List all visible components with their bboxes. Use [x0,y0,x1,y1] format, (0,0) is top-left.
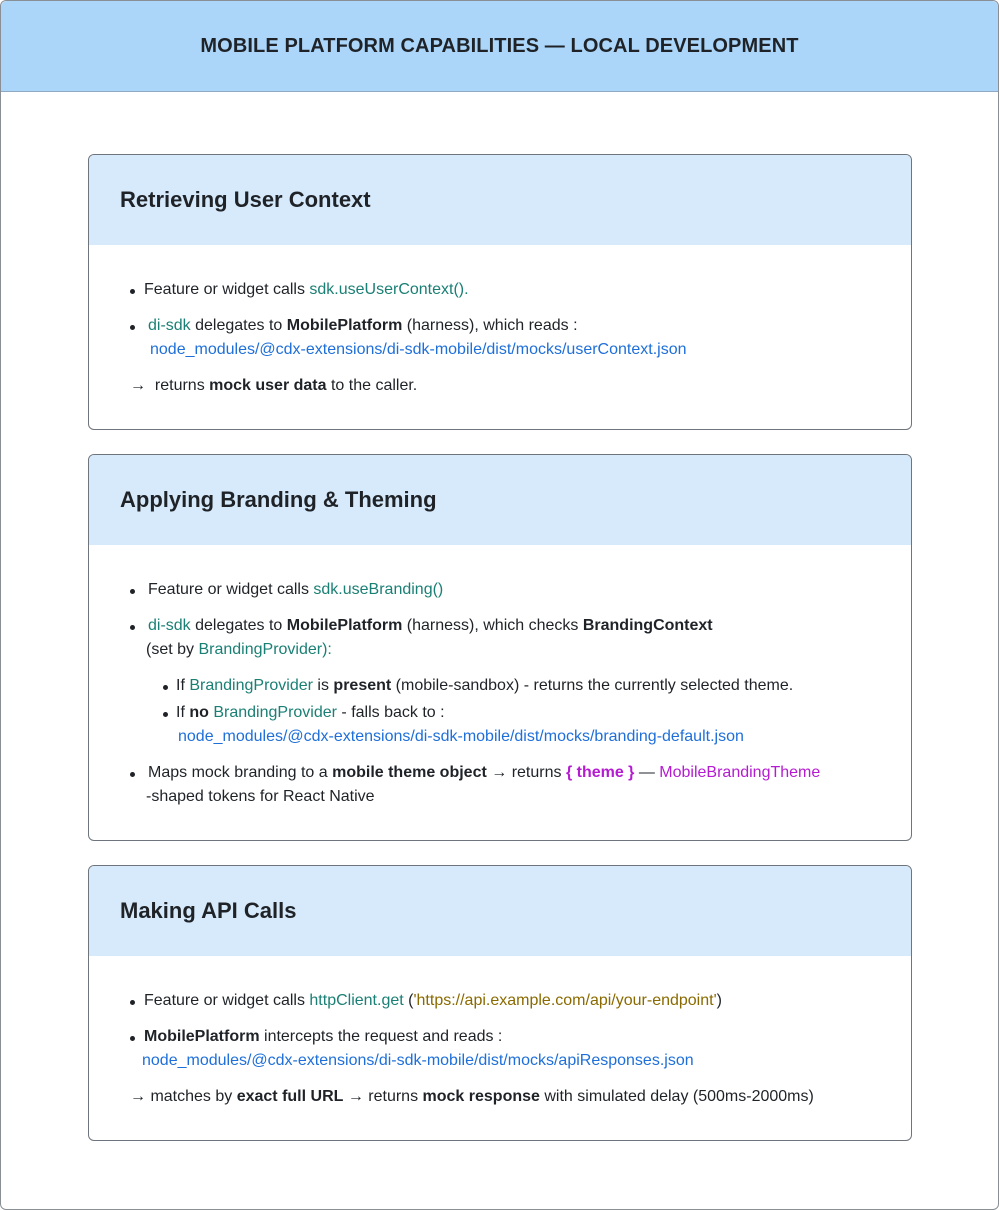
card-header [89,155,911,245]
card-title: Making API Calls [120,898,297,923]
bullet-text: MobilePlatform intercepts the request and reads : [144,1028,503,1045]
bullet [130,772,135,777]
page-title: MOBILE PLATFORM CAPABILITIES — LOCAL DEVELOPMENT [200,34,799,57]
card-title: Applying Branding & Theming [120,487,437,512]
code-ref: { theme } [565,764,635,781]
type-ref: MobileBrandingTheme [659,764,821,781]
result-line: → returns mock user data to the caller. [130,377,418,394]
api-calls-card [88,865,912,1141]
bullet-text: Maps mock branding to a mobile theme object → returns { theme } — MobileBrandingTheme [148,764,821,781]
arrow-icon: → [130,377,146,394]
header-banner [1,1,998,92]
card-header [89,866,911,956]
file-path: node_modules/@cdx-extensions/di-sdk-mobile/dist/mocks/branding-default.json [178,728,744,745]
bullet [130,1000,135,1005]
code-ref: sdk.useBranding() [313,581,444,598]
code-ref: httpClient.get [309,992,404,1009]
file-path: node_modules/@cdx-extensions/di-sdk-mobile/dist/mocks/userContext.json [150,341,687,358]
file-path: node_modules/@cdx-extensions/di-sdk-mobile/dist/mocks/apiResponses.json [142,1052,694,1069]
code-ref: BrandingProvider): [198,641,332,658]
code-ref: di-sdk [148,617,191,634]
arrow-icon: → [130,1088,146,1105]
bullet [130,1036,135,1041]
code-ref: BrandingProvider [189,677,313,694]
bullet-text: Feature or widget calls sdk.useBranding() [148,581,444,598]
bullet [130,325,135,330]
bullet [130,589,135,594]
sub-bullet [163,685,168,690]
result-line: → matches by exact full URL → returns mock response with simulated delay (500ms-2000ms) [130,1088,814,1105]
card-title: Retrieving User Context [120,187,371,212]
card-header [89,455,911,545]
bullet [130,625,135,630]
bullet-text: Feature or widget calls sdk.useUserContext(). [144,281,469,298]
code-ref: di-sdk [148,317,191,334]
bullet-text: di-sdk delegates to MobilePlatform (harness), which checks BrandingContext [148,617,713,634]
sub-bullet-text: If BrandingProvider is present (mobile-sandbox) - returns the currently selected theme. [176,677,794,694]
sub-bullet-text: If no BrandingProvider - falls back to : [176,704,445,721]
sub-bullet [163,712,168,717]
bullet-text: di-sdk delegates to MobilePlatform (harness), which reads : [148,317,578,334]
branding-card [88,454,912,841]
code-ref: BrandingProvider [213,704,337,721]
bullet-text-continued: -shaped tokens for React Native [146,788,375,805]
user-context-card [88,154,912,430]
bullet [130,289,135,294]
bullet-text-continued: (set by BrandingProvider): [146,641,332,658]
code-ref: sdk.useUserContext(). [309,281,469,298]
url-string: 'https://api.example.com/api/your-endpoint' [413,992,717,1009]
bullet-text: Feature or widget calls httpClient.get ('https://api.example.com/api/your-endpoint') [144,992,722,1009]
